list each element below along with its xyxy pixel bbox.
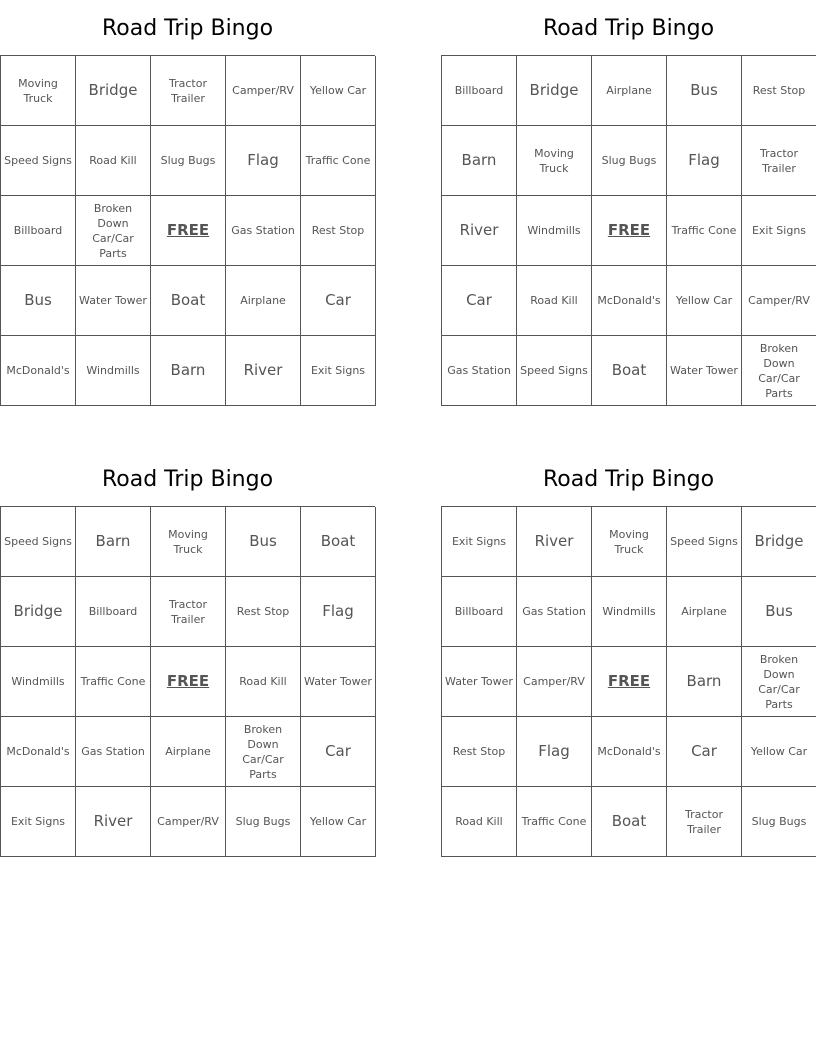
card-title: Road Trip Bingo (101, 16, 274, 41)
bingo-cell: Airplane (667, 577, 742, 647)
bingo-cell: Bus (1, 266, 76, 336)
free-space-cell: FREE (151, 196, 226, 266)
bingo-cell: Yellow Car (667, 266, 742, 336)
bingo-cell: Rest Stop (301, 196, 376, 266)
bingo-cell: Speed Signs (517, 336, 592, 406)
bingo-cell: Billboard (76, 577, 151, 647)
bingo-cell: Flag (667, 126, 742, 196)
bingo-cell: Billboard (442, 577, 517, 647)
bingo-cell: Speed Signs (1, 507, 76, 577)
bingo-cell: Traffic Cone (76, 647, 151, 717)
bingo-cell: Speed Signs (1, 126, 76, 196)
card-title: Road Trip Bingo (101, 467, 274, 492)
free-space-cell: FREE (592, 196, 667, 266)
bingo-cell: Moving Truck (1, 56, 76, 126)
bingo-cell: Slug Bugs (151, 126, 226, 196)
free-space-cell: FREE (592, 647, 667, 717)
bingo-cell: Traffic Cone (301, 126, 376, 196)
bingo-cell: Yellow Car (301, 56, 376, 126)
bingo-cell: McDonald's (592, 266, 667, 336)
bingo-cell: Gas Station (76, 717, 151, 787)
bingo-cell: Camper/RV (517, 647, 592, 717)
bingo-cell: Camper/RV (742, 266, 816, 336)
bingo-grid (0, 506, 375, 857)
bingo-cell: Car (667, 717, 742, 787)
bingo-cell: Boat (592, 787, 667, 857)
bingo-cell: Road Kill (76, 126, 151, 196)
bingo-cell: Boat (301, 507, 376, 577)
bingo-cell: Boat (592, 336, 667, 406)
bingo-cell: Camper/RV (226, 56, 301, 126)
bingo-cell: Barn (442, 126, 517, 196)
bingo-cell: Bridge (1, 577, 76, 647)
bingo-cell: Gas Station (517, 577, 592, 647)
bingo-cell: Gas Station (226, 196, 301, 266)
bingo-grid (441, 55, 816, 406)
bingo-cell: Moving Truck (151, 507, 226, 577)
free-space-cell: FREE (151, 647, 226, 717)
bingo-cell: Windmills (1, 647, 76, 717)
bingo-cell: McDonald's (1, 336, 76, 406)
bingo-cell: Barn (76, 507, 151, 577)
bingo-cell: Bus (226, 507, 301, 577)
bingo-cell: Exit Signs (301, 336, 376, 406)
bingo-cell: Windmills (517, 196, 592, 266)
bingo-cell: Car (442, 266, 517, 336)
bingo-cell: Moving Truck (517, 126, 592, 196)
bingo-cell: River (517, 507, 592, 577)
bingo-cell: Tractor Trailer (742, 126, 816, 196)
bingo-cell: Boat (151, 266, 226, 336)
bingo-cell: Water Tower (76, 266, 151, 336)
bingo-cell: Billboard (442, 56, 517, 126)
bingo-cell: Exit Signs (442, 507, 517, 577)
bingo-cell: Barn (667, 647, 742, 717)
bingo-cell: McDonald's (1, 717, 76, 787)
bingo-cell: Road Kill (442, 787, 517, 857)
bingo-cell: Tractor Trailer (667, 787, 742, 857)
bingo-cell: Exit Signs (742, 196, 816, 266)
bingo-cell: River (226, 336, 301, 406)
bingo-cell: Bus (667, 56, 742, 126)
bingo-cell: Broken Down Car/Car Parts (76, 196, 151, 266)
bingo-cell: Road Kill (517, 266, 592, 336)
bingo-cell: Bus (742, 577, 816, 647)
bingo-cell: Airplane (592, 56, 667, 126)
bingo-grid (0, 55, 375, 406)
bingo-cell: Moving Truck (592, 507, 667, 577)
bingo-cell: Bridge (742, 507, 816, 577)
bingo-cell: Windmills (592, 577, 667, 647)
bingo-cell: Slug Bugs (226, 787, 301, 857)
bingo-cell: Camper/RV (151, 787, 226, 857)
bingo-cell: Slug Bugs (592, 126, 667, 196)
bingo-cell: Gas Station (442, 336, 517, 406)
bingo-cell: Tractor Trailer (151, 577, 226, 647)
bingo-cell: Broken Down Car/Car Parts (742, 336, 816, 406)
bingo-cell: Rest Stop (742, 56, 816, 126)
bingo-cell: Traffic Cone (517, 787, 592, 857)
bingo-cell: Airplane (226, 266, 301, 336)
bingo-cell: Broken Down Car/Car Parts (226, 717, 301, 787)
bingo-cell: Car (301, 266, 376, 336)
bingo-cell: Windmills (76, 336, 151, 406)
bingo-cell: Speed Signs (667, 507, 742, 577)
bingo-cell: Billboard (1, 196, 76, 266)
bingo-cell: Flag (301, 577, 376, 647)
bingo-cell: Water Tower (301, 647, 376, 717)
bingo-cell: Bridge (76, 56, 151, 126)
bingo-cell: Barn (151, 336, 226, 406)
bingo-cell: Water Tower (667, 336, 742, 406)
bingo-cell: Road Kill (226, 647, 301, 717)
bingo-cell: Water Tower (442, 647, 517, 717)
card-title: Road Trip Bingo (542, 16, 715, 41)
bingo-cell: Car (301, 717, 376, 787)
bingo-cell: Broken Down Car/Car Parts (742, 647, 816, 717)
bingo-cell: Yellow Car (742, 717, 816, 787)
bingo-cell: Tractor Trailer (151, 56, 226, 126)
bingo-cell: Rest Stop (442, 717, 517, 787)
bingo-cell: Bridge (517, 56, 592, 126)
bingo-cell: Traffic Cone (667, 196, 742, 266)
bingo-grid (441, 506, 816, 857)
bingo-cell: Slug Bugs (742, 787, 816, 857)
bingo-cell: Yellow Car (301, 787, 376, 857)
bingo-cell: McDonald's (592, 717, 667, 787)
bingo-cell: Flag (517, 717, 592, 787)
bingo-cell: Flag (226, 126, 301, 196)
bingo-cell: Exit Signs (1, 787, 76, 857)
bingo-cell: River (76, 787, 151, 857)
bingo-cell: River (442, 196, 517, 266)
bingo-cell: Airplane (151, 717, 226, 787)
bingo-cell: Rest Stop (226, 577, 301, 647)
card-title: Road Trip Bingo (542, 467, 715, 492)
